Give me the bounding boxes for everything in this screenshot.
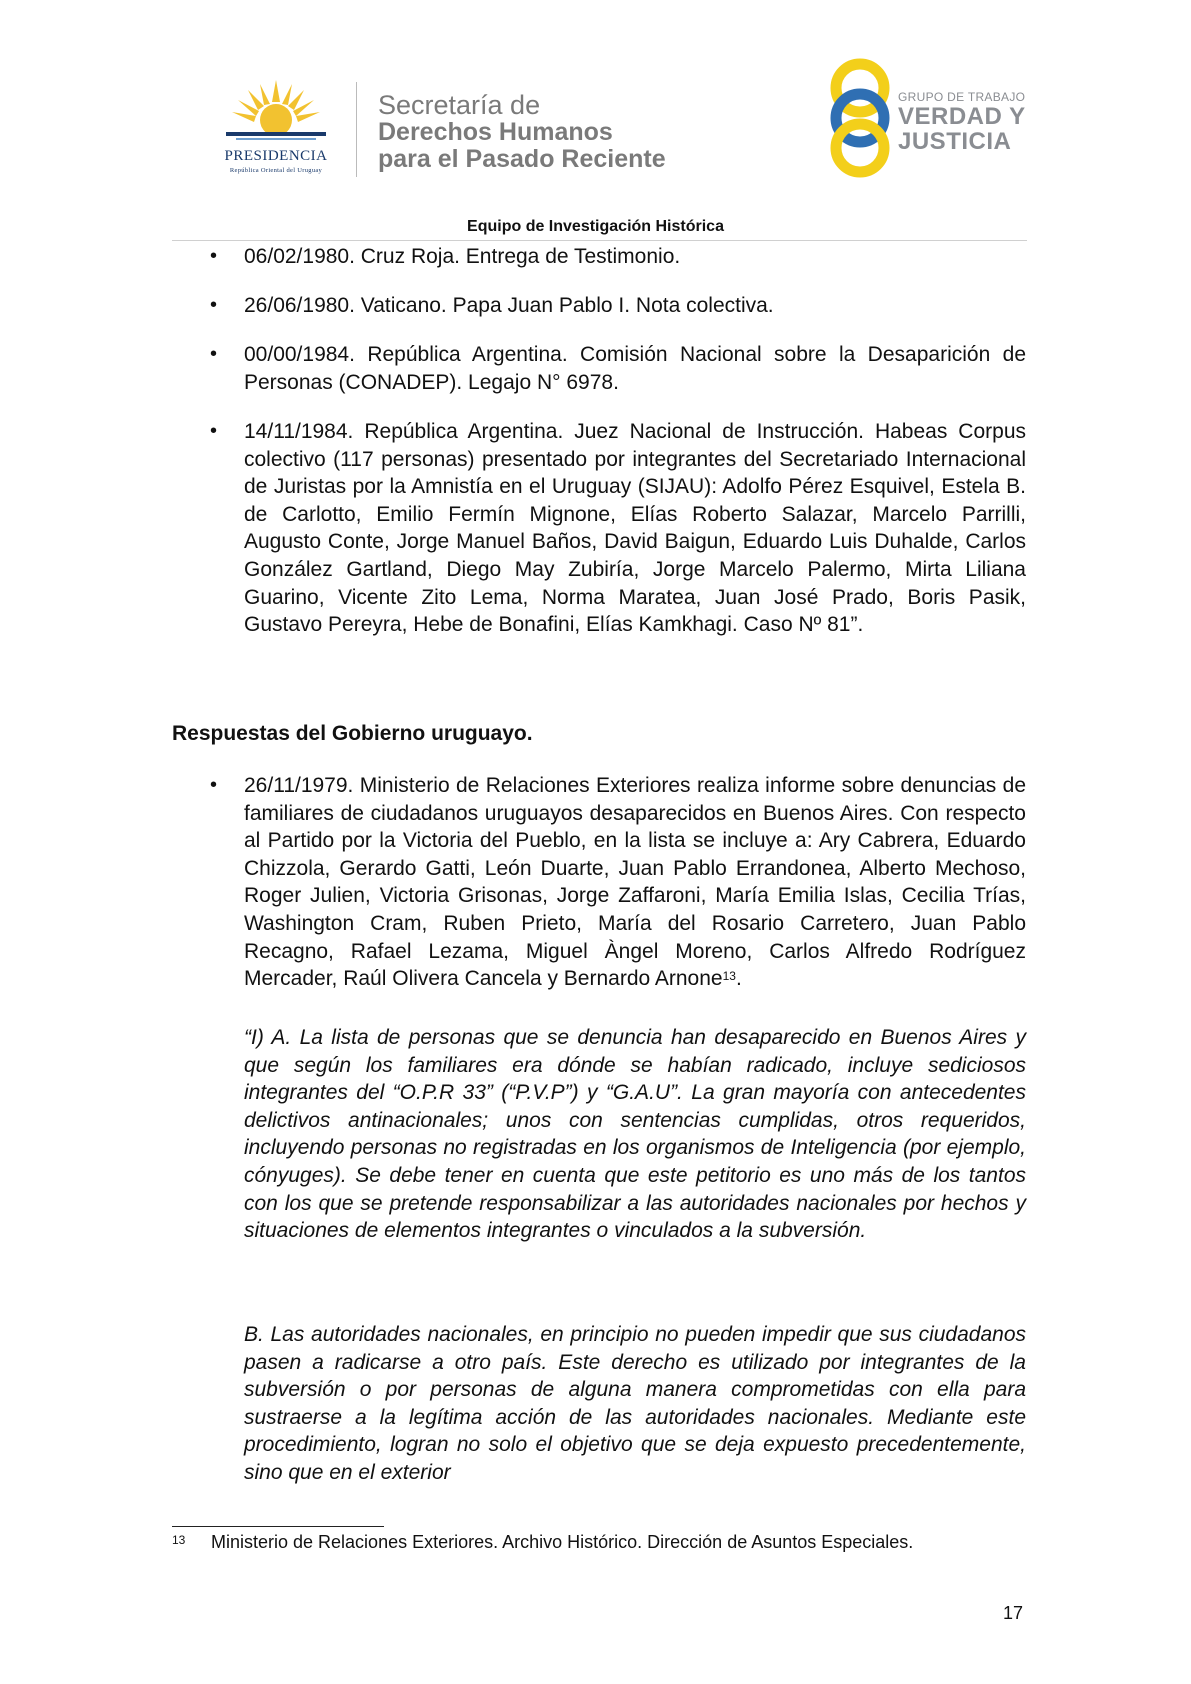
section-heading: Respuestas del Gobierno uruguayo. xyxy=(172,722,533,745)
grupo-line2: VERDAD Y xyxy=(898,103,1026,130)
verdad-justicia-rings-icon xyxy=(825,58,895,178)
quote-paragraph: “I) A. La lista de personas que se denuncia han desaparecido en Buenos Aires y que según los familiares era dónde se habían radicado, incluye sediciosos integrantes del “O.P.R 33” (“P.V.P”) y “G.A.U”. La gran mayoría con antecedentes delictivos antinacionales; unos con sentencias cumplidas, otros requeridos, incluyendo personas no registradas en los organismos de Inteligencia (por ejemplo, cónyuges). Se debe tener en cuenta que este petitorio es uno más de los tantos con los que se pretende responsabilizar a las autoridades nacionales por hechos y situaciones de elementos integrantes o vinculados a la subversión. xyxy=(244,1026,1026,1243)
bullet-main-end: . xyxy=(735,967,742,991)
bullet-item xyxy=(244,772,1026,993)
header-rule xyxy=(172,240,1027,241)
secretaria-title xyxy=(378,92,666,173)
secretaria-line3: para el Pasado Reciente xyxy=(378,145,666,173)
secretaria-line2: Derechos Humanos xyxy=(378,118,613,146)
bullet-marker: • xyxy=(210,343,218,365)
grupo-line3: JUSTICIA xyxy=(898,128,1012,155)
bullet-item: 26/06/1980. Vaticano. Papa Juan Pablo I. Nota colectiva. xyxy=(244,294,774,317)
bullet-item: 06/02/1980. Cruz Roja. Entrega de Testimonio. xyxy=(244,245,681,268)
page-number: 17 xyxy=(1003,1603,1024,1623)
bullet-main-text: 26/11/1979. Ministerio de Relaciones Exteriores realiza informe sobre denuncias de familiares de ciudadanos uruguayos desaparecidos en Buenos Aires. Con respecto al Partido por la Victoria del Pueblo, en la lista se incluye a: Ary Cabrera, Eduardo Chizzola, Gerardo Gatti, León Duarte, Juan Pablo Errandonea, Alberto Mechoso, Roger Julien, Victoria Grisonas, Jorge Zaffaroni, María Emilia Islas, Cecilia Trías, Washington Cram, Ruben Prieto, María del Rosario Carretero, Juan Pablo Recagno, Rafael Lezama, Miguel Àngel Moreno, Carlos Alfredo Rodríguez Mercader, Raúl Olivera Cancela y Bernardo Arnone xyxy=(244,774,1026,991)
footnote-reference[interactable]: 13 xyxy=(722,969,736,984)
team-title: Equipo de Investigación Histórica xyxy=(467,218,724,235)
header-divider xyxy=(356,82,357,177)
bullet-marker: • xyxy=(210,420,218,442)
footnote-rule xyxy=(172,1526,384,1527)
bullet-marker: • xyxy=(210,774,218,796)
secretaria-line1: Secretaría de xyxy=(378,90,541,120)
bullet-marker: • xyxy=(210,294,218,316)
footnote-number: 13 xyxy=(172,1533,186,1547)
presidencia-logo-block xyxy=(196,78,356,178)
footnote-text: Ministerio de Relaciones Exteriores. Archivo Histórico. Dirección de Asuntos Especiales. xyxy=(211,1532,914,1552)
presidencia-subtitle: República Oriental del Uruguay xyxy=(229,167,323,174)
presidencia-label: PRESIDENCIA xyxy=(224,148,328,164)
quote-paragraph: B. Las autoridades nacionales, en principio no pueden impedir que sus ciudadanos pasen a radicarse a otro país. Este derecho es utilizado por integrantes de la subversión o por personas de alguna manera comprometidas con ella para sustraerse a la legítima acción de las autoridades nacionales. Mediante este procedimiento, logran no solo el objetivo que se deja expuesto precedentemente, sino que en el exterior xyxy=(244,1323,1026,1484)
grupo-trabajo-title xyxy=(898,90,1026,154)
grupo-line1: GRUPO DE TRABAJO xyxy=(898,90,1026,104)
bullet-marker: • xyxy=(210,245,218,267)
bullet-item: 14/11/1984. República Argentina. Juez Nacional de Instrucción. Habeas Corpus colectivo (117 personas) presentado por integrantes del Secretariado Internacional de Juristas por la Amnistía en el Uruguay (SIJAU): Adolfo Pérez Esquivel, Estela B. de Carlotto, Emilio Fermín Mignone, Elías Roberto Salazar, Marcelo Parrilli, Augusto Conte, Jorge Manuel Baños, David Baigun, Eduardo Luis Duhalde, Carlos González Gartland, Diego May Zubiría, Jorge Marcelo Palermo, Mirta Liliana Guarino, Vicente Zito Lema, Norma Maratea, Juan José Prado, Boris Pasik, Gustavo Pereyra, Hebe de Bonafini, Elías Kamkhagi. Caso Nº 81”. xyxy=(244,420,1026,637)
bullet-item: 00/00/1984. República Argentina. Comisión Nacional sobre la Desaparición de Personas (CONADEP). Legajo N° 6978. xyxy=(244,343,1026,394)
